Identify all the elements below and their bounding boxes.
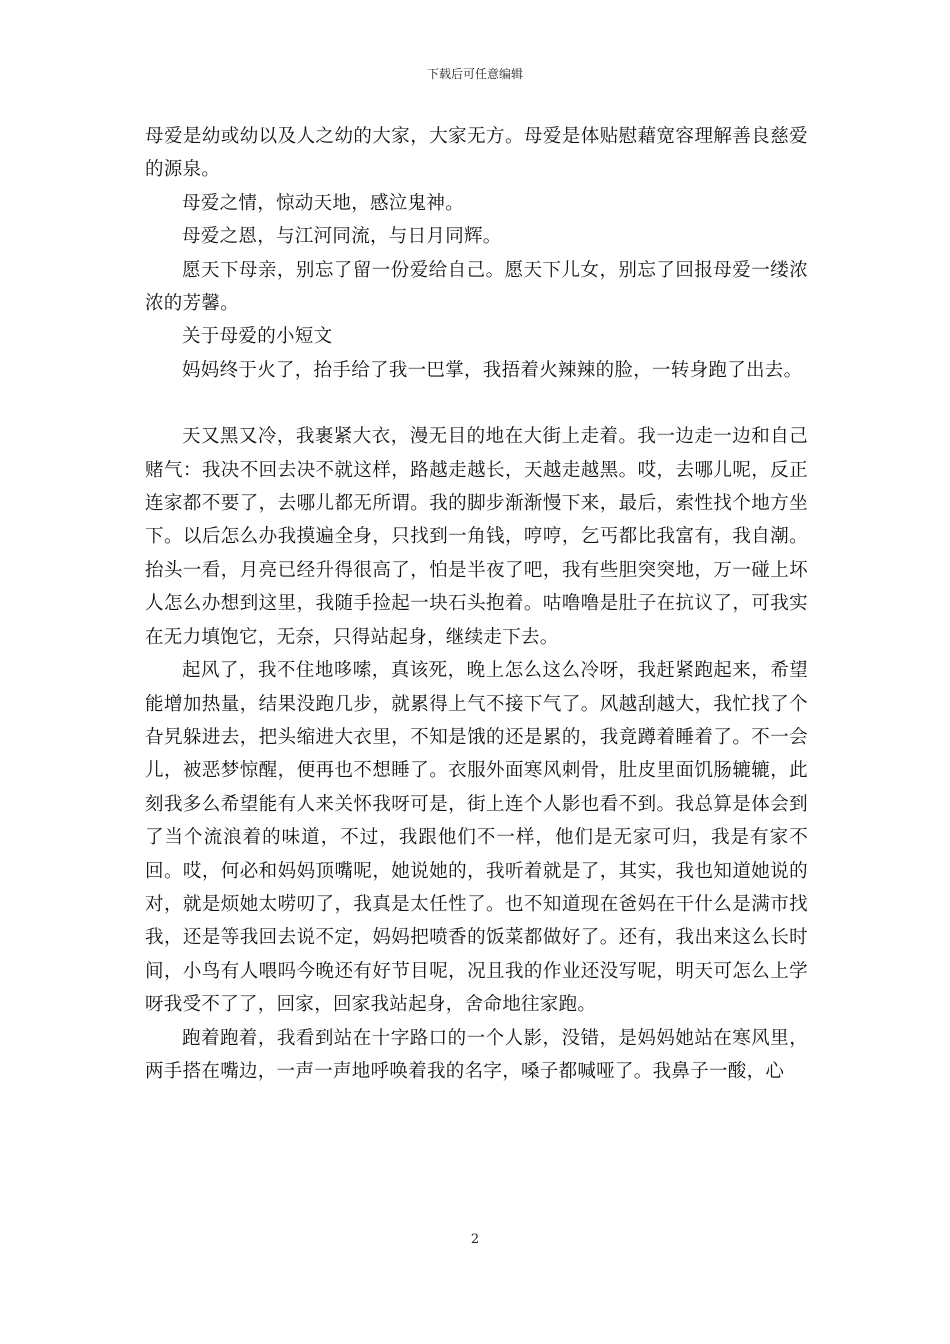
- document-body: [145, 120, 808, 1088]
- page-header: 下载后可任意编辑: [426, 67, 523, 81]
- paragraph: 起风了，我不住地哆嗦，真该死，晚上怎么这么冷呀，我赶紧跑起来，希望能增加热量，结果没跑几步，就累得上气不接下气了。风越刮越大，我忙找了个旮旯躲进去，把头缩进大衣里，不知是饿的还是累的，我竟蹲着睡着了。不一会儿，被恶梦惊醒，便再也不想睡了。衣服外面寒风刺骨，肚皮里面饥肠辘辘，此刻我多么希望能有人来关怀我呀可是，街上连个人影也看不到。我总算是体会到了当个流浪着的味道，不过，我跟他们不一样，他们是无家可归，我是有家不回。哎，何必和妈妈顶嘴呢，她说她的，我听着就是了，其实，我也知道她说的对，就是烦她太唠叨了，我真是太任性了。也不知道现在爸妈在干什么是满市找我，还是等我回去说不定，妈妈把喷香的饭菜都做好了。还有，我出来这么长时间，小鸟有人喂吗今晚还有好节目呢，况且我的作业还没写呢，明天可怎么上学呀我受不了了，回家，回家我站起身，舍命地往家跑。: [145, 660, 808, 1016]
- paragraph: 天又黑又冷，我裹紧大衣，漫无目的地在大街上走着。我一边走一边和自己赌气：我决不回去决不就这样，路越走越长，天越走越黑。哎，去哪儿呢，反正连家都不要了，去哪儿都无所谓。我的脚步渐渐慢下来，最后，索性找个地方坐下。以后怎么办我摸遍全身，只找到一角钱，哼哼，乞丐都比我富有，我自潮。抬头一看，月亮已经升得很高了，怕是半夜了吧，我有些胆突突地，万一碰上坏人怎么办想到这里，我随手捡起一块石头抱着。咕噜噜是肚子在抗议了，可我实在无力填饱它，无奈，只得站起身，继续走下去。: [145, 426, 808, 648]
- paragraph: 妈妈终于火了，抬手给了我一巴掌，我捂着火辣辣的脸，一转身跑了出去。: [182, 359, 803, 381]
- paragraph: 愿天下母亲，别忘了留一份爱给自己。愿天下儿女，别忘了回报母爱一缕浓浓的芳馨。: [145, 259, 808, 315]
- paragraph: 跑着跑着，我看到站在十字路口的一个人影，没错，是妈妈她站在寒风里，两手搭在嘴边，一声一声地呼唤着我的名字，嗓子都喊哑了。我鼻子一酸，心: [145, 1027, 808, 1082]
- section-title: 关于母爱的小短文: [182, 326, 333, 348]
- paragraph: 母爱是幼或幼以及人之幼的大家，大家无方。母爱是体贴慰藉宽容理解善良慈爱的源泉。: [145, 126, 808, 181]
- paragraph: 母爱之情，惊动天地，感泣鬼神。: [182, 192, 465, 214]
- page-number: 2: [470, 1232, 480, 1247]
- paragraph: 母爱之恩，与江河同流，与日月同辉。: [182, 226, 502, 248]
